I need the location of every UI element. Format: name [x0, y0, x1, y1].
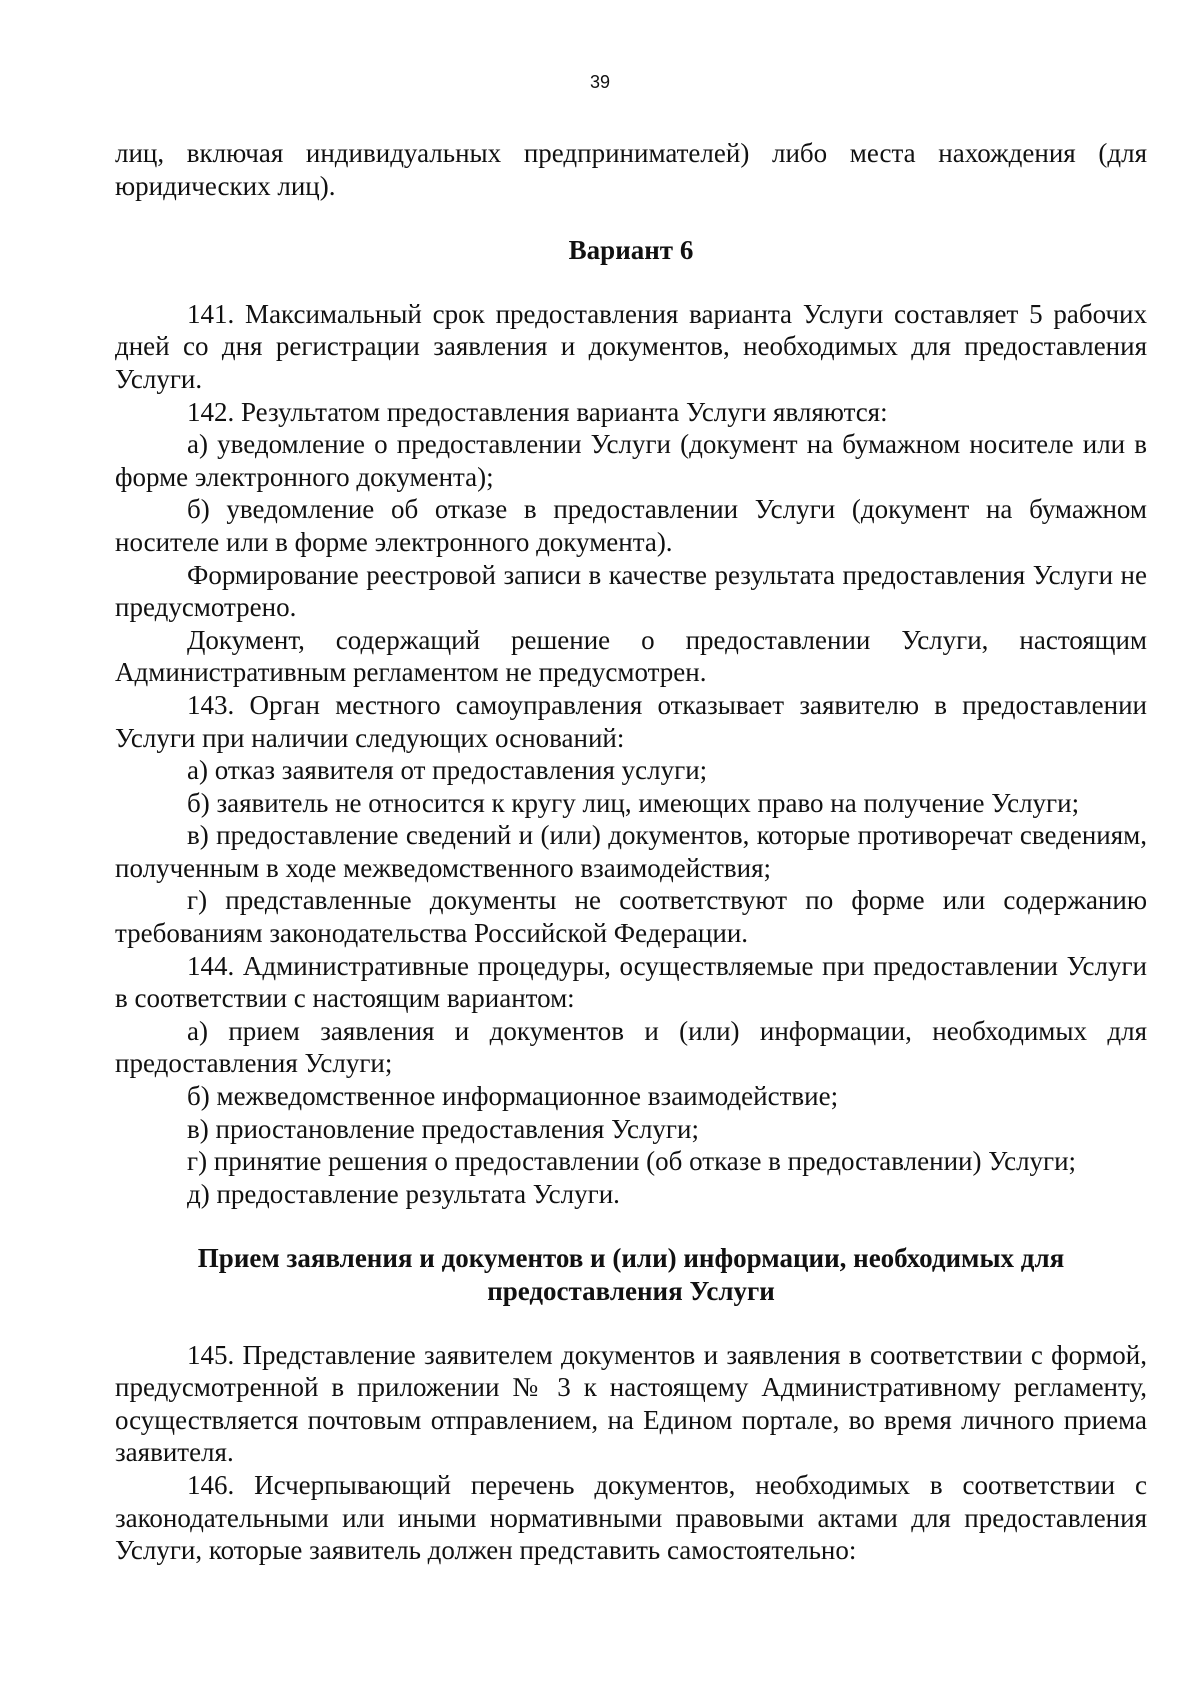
document-body	[115, 137, 1147, 1567]
paragraph: в) приостановление предоставления Услуги;	[187, 1113, 699, 1144]
paragraph: б) межведомственное информационное взаимодействие;	[187, 1081, 839, 1112]
paragraph: г) представленные документы не соответствуют по форме или содержанию требованиям законодательства Российской Федерации.	[115, 885, 1147, 949]
paragraph: б) заявитель не относится к кругу лиц, имеющих право на получение Услуги;	[187, 787, 1080, 818]
paragraph: 143. Орган местного самоуправления отказывает заявителю в предоставлении Услуги при наличии следующих оснований:	[115, 689, 1147, 753]
paragraph: 142. Результатом предоставления варианта Услуги являются:	[187, 396, 888, 427]
paragraph: а) прием заявления и документов и (или) информации, необходимых для предоставления Услуги;	[115, 1015, 1147, 1079]
page-number: 39	[589, 72, 611, 92]
variant-heading: Вариант 6	[568, 235, 694, 266]
paragraph: 144. Административные процедуры, осуществляемые при предоставлении Услуги в соответствии с настоящим вариантом:	[115, 950, 1147, 1014]
paragraph: г) принятие решения о предоставлении (об отказе в предоставлении) Услуги;	[187, 1146, 1077, 1177]
paragraph: б) уведомление об отказе в предоставлении Услуги (документ на бумажном носителе или в форме электронного документа).	[115, 494, 1147, 557]
paragraph: а) уведомление о предоставлении Услуги (документ на бумажном носителе или в форме электронного документа);	[115, 429, 1147, 492]
paragraph: в) предоставление сведений и (или) документов, которые противоречат сведениям, полученным в ходе межведомственного взаимодействия;	[115, 820, 1147, 883]
paragraph: 145. Представление заявителем документов и заявления в соответствии с формой, предусмотренной в приложении № 3 к настоящему Административному регламенту, осуществляется почтовым отправлением, на Едином портале, во время личного приема заявителя.	[115, 1339, 1147, 1468]
paragraph: Документ, содержащий решение о предоставлении Услуги, настоящим Административным регламентом не предусмотрен.	[115, 624, 1147, 688]
paragraph: 146. Исчерпывающий перечень документов, необходимых в соответствии с законодательными или иными нормативными правовыми актами для предоставления Услуги, которые заявитель должен представить самостоятельно:	[115, 1469, 1147, 1566]
section-heading: Прием заявления и документов и (или) информации, необходимых для предоставления Услуги	[197, 1243, 1065, 1306]
paragraph: Формирование реестровой записи в качестве результата предоставления Услуги не предусмотрено.	[115, 559, 1147, 623]
continuation-paragraph: лиц, включая индивидуальных предпринимателей) либо места нахождения (для юридических лиц).	[115, 138, 1147, 201]
paragraph: 141. Максимальный срок предоставления варианта Услуги составляет 5 рабочих дней со дня регистрации заявления и документов, необходимых для предоставления Услуги.	[115, 298, 1147, 394]
paragraph: д) предоставление результата Услуги.	[187, 1178, 620, 1209]
paragraph: а) отказ заявителя от предоставления услуги;	[187, 755, 708, 786]
